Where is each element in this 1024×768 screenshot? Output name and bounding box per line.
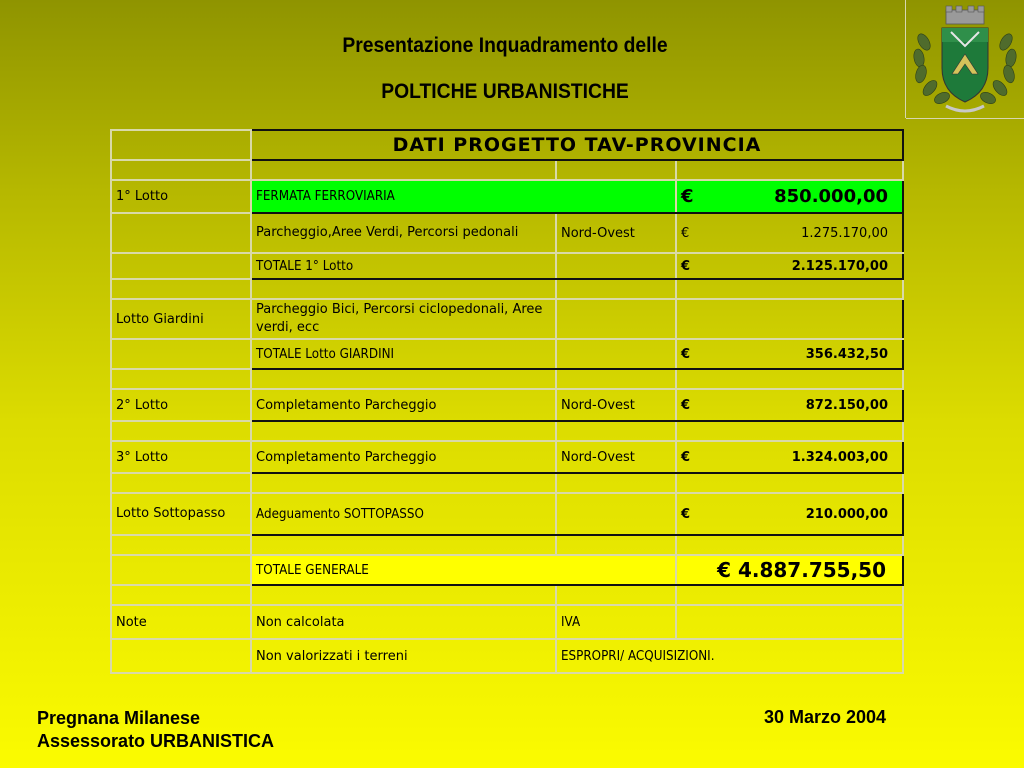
table-row [111,180,903,213]
cell-empty [556,535,676,555]
cell-empty [111,555,251,585]
cell-empty [676,279,903,299]
lotto-giardini-label: Lotto Giardini [111,299,251,339]
footer-date: 30 Marzo 2004 [764,707,887,727]
cell-empty [676,421,903,441]
cell-empty [251,160,556,180]
project-data-table [110,129,904,674]
cell-empty [251,279,556,299]
table-row [111,389,903,421]
lotto3-amount: € 1.324.003,00 [676,441,903,473]
totale-generale-label: TOTALE GENERALE [251,555,676,585]
lotto3-desc: Completamento Parcheggio [251,441,556,473]
fermata-amount: € 850.000,00 [676,180,903,213]
cell-empty [251,473,556,493]
cell-empty [111,213,251,253]
cell-empty [251,369,556,389]
sottopasso-amount: € 210.000,00 [676,493,903,535]
totale-giardini-amount: € 356.432,50 [676,339,903,369]
table-header: DATI PROGETTO TAV-PROVINCIA [251,130,903,160]
cell-empty [556,253,676,279]
cell-empty [676,160,903,180]
cell-empty [556,421,676,441]
lotto3-zone: Nord-Ovest [556,441,676,473]
note-2: Non valorizzati i terreni [251,639,556,673]
table-row [111,493,903,535]
cell-empty [111,535,251,555]
lotto3-label: 3° Lotto [111,441,251,473]
cell-empty [111,585,251,605]
cell-empty [556,473,676,493]
table-row [111,441,903,473]
cell-empty [251,535,556,555]
footer-left [37,707,274,753]
cell-empty [111,369,251,389]
cell-empty [111,130,251,160]
totale-lotto1-label: TOTALE 1° Lotto [251,253,556,279]
cell-empty [556,369,676,389]
table-row [111,339,903,369]
cell-empty [251,585,556,605]
cell-empty [556,160,676,180]
table-row [111,639,903,673]
note-2-b: ESPROPRI/ ACQUISIZIONI. [556,639,903,673]
note-1-b: IVA [556,605,676,639]
cell-empty [111,339,251,369]
totale-lotto1-amount: € 2.125.170,00 [676,253,903,279]
title-line-1: Presentazione Inquadramento delle [342,34,668,57]
table-row [111,299,903,339]
totale-giardini-label: TOTALE Lotto GIARDINI [251,339,556,369]
cell-empty [556,339,676,369]
cell-empty [111,421,251,441]
cell-empty [111,639,251,673]
cell-empty [556,493,676,535]
cell-empty [111,279,251,299]
parcheggio-label: Parcheggio,Aree Verdi, Percorsi pedonali [251,213,556,253]
cell-empty [251,421,556,441]
table-row [111,253,903,279]
lotto2-desc: Completamento Parcheggio [251,389,556,421]
cell-empty [676,299,903,339]
note-1: Non calcolata [251,605,556,639]
table-row [111,213,903,253]
lotto1-label: 1° Lotto [111,180,251,213]
lotto2-zone: Nord-Ovest [556,389,676,421]
cell-empty [676,473,903,493]
parcheggio-amount: € 1.275.170,00 [676,213,903,253]
crest-divider-horizontal [906,118,1024,119]
totale-generale-amount: € 4.887.755,50 [676,555,903,585]
note-label: Note [111,605,251,639]
footer-town: Pregnana Milanese [37,708,201,728]
table-row [111,555,903,585]
cell-empty [111,473,251,493]
cell-empty [111,160,251,180]
sottopasso-desc: Adeguamento SOTTOPASSO [251,493,556,535]
cell-empty [676,369,903,389]
footer-department: Assessorato URBANISTICA [37,731,275,751]
cell-empty [676,605,903,639]
table-row [111,605,903,639]
giardini-desc: Parcheggio Bici, Percorsi ciclopedonali, Aree verdi, ecc [251,299,556,339]
parcheggio-zone: Nord-Ovest [556,213,676,253]
cell-empty [556,279,676,299]
lotto2-label: 2° Lotto [111,389,251,421]
cell-empty [676,535,903,555]
cell-empty [556,585,676,605]
town-coat-of-arms-icon [906,2,1024,118]
lotto2-amount: € 872.150,00 [676,389,903,421]
cell-empty [676,585,903,605]
cell-empty [111,253,251,279]
cell-empty [556,299,676,339]
title-line-2: POLTICHE URBANISTICHE [381,80,629,103]
lotto-sottopasso-label: Lotto Sottopasso [111,493,251,535]
fermata-label: FERMATA FERROVIARIA [251,180,676,213]
